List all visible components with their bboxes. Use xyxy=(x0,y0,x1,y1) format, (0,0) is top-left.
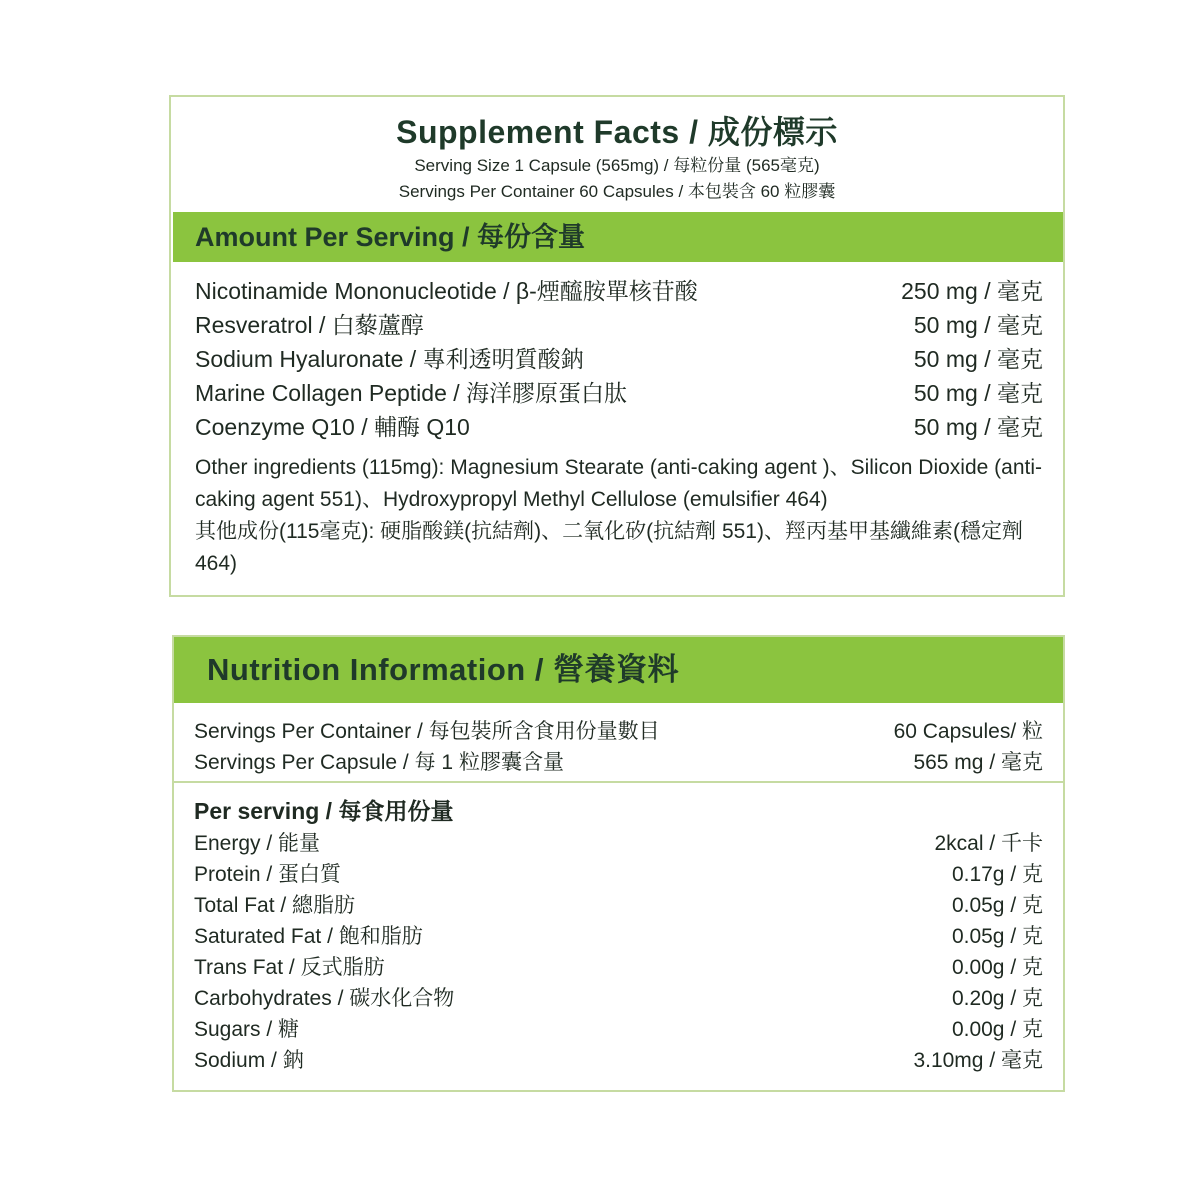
nutrient-label: Sugars / 糖 xyxy=(194,1018,300,1041)
nutrient-value: 0.20g / 克 xyxy=(951,987,1043,1010)
ingredient-row xyxy=(195,375,1043,408)
ingredient-amount: 50 mg / 毫克 xyxy=(913,312,1043,338)
other-ingredients-zh: 其他成份(115毫克): 硬脂酸鎂(抗結劑)、二氧化矽(抗結劑 551)、羥丙基甲基纖維素(穩定劑 464) xyxy=(195,520,1023,575)
nutrient-label: Carbohydrates / 碳水化合物 xyxy=(194,987,455,1010)
nutrient-row xyxy=(194,858,1043,888)
ingredient-name: Coenzyme Q10 / 輔酶 Q10 xyxy=(195,414,470,440)
servings-per-capsule-row xyxy=(194,746,1043,776)
nutrition-information-panel xyxy=(172,635,1065,1092)
servings-per-container-value: 60 Capsules/ 粒 xyxy=(893,720,1043,743)
nutrient-label: Sodium / 鈉 xyxy=(194,1049,304,1072)
ingredient-row xyxy=(195,409,1043,442)
nutrient-row xyxy=(194,920,1043,950)
amount-per-serving-header: Amount Per Serving / 每份含量 xyxy=(173,212,1063,262)
ingredient-name: Nicotinamide Mononucleotide / β-煙醯胺單核苷酸 xyxy=(195,278,698,304)
ingredient-name: Marine Collagen Peptide / 海洋膠原蛋白肽 xyxy=(195,380,628,406)
nutrient-label: Trans Fat / 反式脂肪 xyxy=(194,956,385,979)
ingredient-amount: 50 mg / 毫克 xyxy=(913,346,1043,372)
ingredient-name: Resveratrol / 白藜蘆醇 xyxy=(195,312,424,338)
ingredient-amount: 50 mg / 毫克 xyxy=(913,380,1043,406)
nutrient-value: 0.05g / 克 xyxy=(951,894,1043,917)
nutrient-label: Energy / 能量 xyxy=(194,832,321,855)
ingredient-row xyxy=(195,273,1043,306)
per-serving-header: Per serving / 每食用份量 xyxy=(194,798,454,824)
nutrient-row xyxy=(194,889,1043,919)
nutrient-row xyxy=(194,951,1043,981)
supplement-facts-title: Supplement Facts / 成份標示 xyxy=(396,114,838,150)
nutrient-row xyxy=(194,982,1043,1012)
nutrient-value: 0.17g / 克 xyxy=(951,863,1043,886)
ingredient-amount: 250 mg / 毫克 xyxy=(901,278,1043,304)
nutrient-value: 0.00g / 克 xyxy=(951,956,1043,979)
supplement-facts-panel xyxy=(169,95,1065,597)
nutrition-information-title: Nutrition Information / 營養資料 xyxy=(174,637,1063,703)
ingredient-amount: 50 mg / 毫克 xyxy=(913,414,1043,440)
servings-per-container-label: Servings Per Container / 每包裝所含食用份量數目 xyxy=(194,720,660,743)
nutrient-value: 2kcal / 千卡 xyxy=(934,832,1043,855)
nutrient-label: Total Fat / 總脂肪 xyxy=(194,894,356,917)
nutrient-label: Saturated Fat / 飽和脂肪 xyxy=(194,925,423,948)
servings-per-container-row xyxy=(194,715,1043,745)
other-ingredients-en: Other ingredients (115mg): Magnesium Stearate (anti-caking agent )、Silicon Dioxide (anti-caking agent 551)、Hydroxypropyl Methyl Cellulose (emulsifier 464) xyxy=(195,456,1043,511)
nutrient-value: 0.05g / 克 xyxy=(951,925,1043,948)
nutrient-row xyxy=(194,827,1043,857)
nutrient-value: 0.00g / 克 xyxy=(951,1018,1043,1041)
nutrient-row xyxy=(194,1013,1043,1043)
ingredient-row xyxy=(195,341,1043,374)
nutrient-value: 3.10mg / 毫克 xyxy=(913,1049,1043,1072)
ingredient-row xyxy=(195,307,1043,340)
servings-per-capsule-label: Servings Per Capsule / 每 1 粒膠囊含量 xyxy=(194,751,564,774)
serving-size: Serving Size 1 Capsule (565mg) / 每粒份量 (565毫克) xyxy=(414,156,820,175)
nutrient-row xyxy=(194,1044,1043,1074)
other-ingredients xyxy=(195,452,1045,580)
nutrient-label: Protein / 蛋白質 xyxy=(194,863,342,886)
servings-per-capsule-value: 565 mg / 毫克 xyxy=(913,751,1043,774)
ingredient-name: Sodium Hyaluronate / 專利透明質酸鈉 xyxy=(195,346,584,372)
servings-per-container: Servings Per Container 60 Capsules / 本包裝含 60 粒膠囊 xyxy=(398,182,836,201)
section-divider xyxy=(174,781,1063,783)
